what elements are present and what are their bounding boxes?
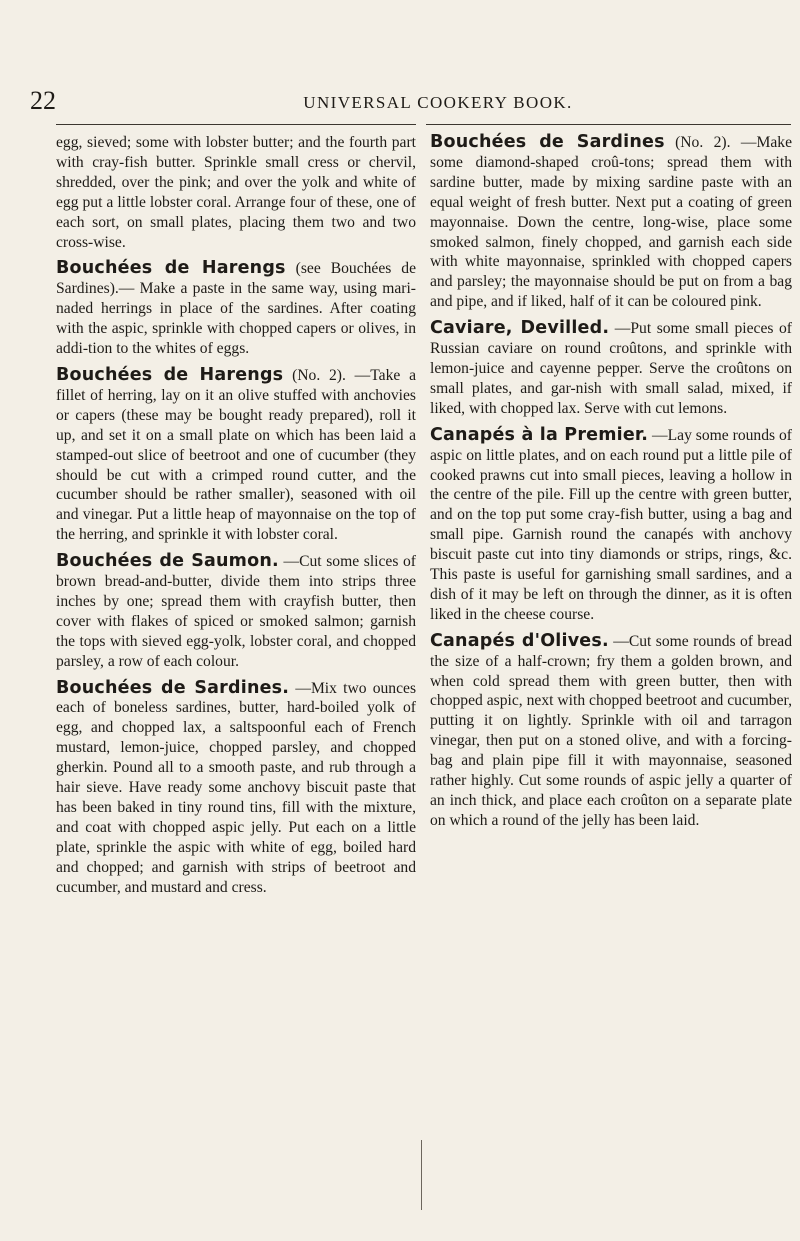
- recipe-heading: Bouchées de Saumon.: [56, 551, 279, 572]
- recipe-entry: [56, 552, 416, 671]
- page-number: 22: [30, 86, 56, 115]
- recipe-heading: Bouchées de Harengs: [56, 364, 284, 385]
- recipe-text: —Cut some rounds of bread the size of a half-crown; fry them a golden brown, and when cold spread them with green butter, then with chopped aspic, next with chopped beetroot and cucumber, putting it on lightly. Sprinkle with oil and tarragon vinegar, then put on a stoned olive, and with a forcing-bag and plain pipe fill it with mayonnaise, seasoned rather highly. Cut some rounds of aspic jelly a quarter of an inch thick, and place each croûton on a separate plate on which a round of the jelly has been laid.: [430, 632, 793, 829]
- column-divider: [421, 1140, 422, 1210]
- recipe-heading: Bouchées de Harengs: [56, 258, 286, 279]
- right-column: [430, 133, 792, 838]
- recipe-entry: [430, 319, 792, 419]
- left-column: [56, 133, 416, 905]
- recipe-text: —Put some small pieces of Russian caviare on round croûtons, and sprinkle with lemon-juice and cayenne pepper. Serve the croûtons on small plates, and gar-nish with small salad, mixed, if liked, with chopped lax. Serve with cut lemons.: [430, 320, 792, 417]
- recipe-text: —Mix two ounces each of boneless sardines, butter, hard-boiled yolk of egg, and chopped lax, a saltspoonful each of French mustard, lemon-juice, chopped parsley, and chopped gherkin. Pound all to a smooth paste, and rub through a hair sieve. Have ready some anchovy biscuit paste that has been baked in tiny round tins, fill with the mixture, and coat with chopped aspic jelly. Put each on a little plate, sprinkle the aspic with white of egg, boiled hard and chopped; and garnish with strips of beetroot and cucumber, and mustard and cress.: [56, 679, 417, 896]
- recipe-heading: Bouchées de Sardines.: [56, 677, 290, 698]
- recipe-heading: Canapés d'Olives.: [430, 630, 609, 651]
- recipe-heading: Caviare, Devilled.: [430, 318, 610, 339]
- recipe-text: —Lay some rounds of aspic on little plates, and on each round put a little pile of cooked prawns cut into small pieces, leaving a hollow in the centre of the pile. Fill up the centre with green butter, and on the top put some cray-fish butter, using a bag and small pipe. Garnish round the canapés with anchovy biscuit paste cut into tiny diamonds or strips, rings, &c. This paste is useful for garnishing small sardines, and a dish of it may be left on through the dinner, as it is often liked in the cheese course.: [430, 426, 792, 623]
- header-rule-left: [56, 124, 416, 125]
- recipe-text: (No. 2). —Take a fillet of herring, lay on it an olive stuffed with anchovies or capers (these may be bought ready prepared), roll it up, and set it on a small plate on which has been laid a stamped-out slice of beetroot and one of cucumber (they should be cut with a crimped round cutter, and the cucumber should be rather smaller), seasoned with oil and vinegar. Put a little heap of mayonnaise on the top of the herring, and sprinkle it with lobster coral.: [56, 366, 417, 544]
- recipe-entry: [430, 632, 792, 831]
- recipe-heading: Canapés à la Premier.: [430, 424, 649, 445]
- header-rule-right: [426, 124, 791, 125]
- continuation-paragraph: egg, sieved; some with lobster butter; and the fourth part with cray-fish butter. Sprinkle small cress or chervil, shredded, over the pink; and over the yolk and white of egg put a little lobster coral. Arrange four of these, one of each sort, on small plates, placing them two and two cross-wise.: [56, 134, 416, 251]
- recipe-text: (No. 2). —Make some diamond-shaped croû-tons; spread them with sardine butter, made by mixing sardine paste with an equal weight of fresh butter. Next put a coating of green mayonnaise. Down the centre, long-wise, place some smoked salmon, finely chopped, and garnish each side with white mayonnaise, sprinkled with chopped capers and parsley; the mayonnaise should be put on from a bag and pipe, and if liked, half of it can be coloured pink.: [430, 134, 792, 311]
- recipe-entry: [430, 426, 792, 625]
- running-head: [0, 86, 800, 116]
- recipe-entry: [56, 679, 416, 898]
- recipe-entry: [56, 366, 416, 545]
- recipe-entry: [56, 259, 416, 359]
- recipe-heading: Bouchées de Sardines: [430, 132, 665, 152]
- recipe-text: (see Bouchées de Sardines).— Make a paste in the same way, using mari-naded herrings in place of the sardines. After coating with the aspic, sprinkle with chopped capers or olives, in addi-tion to the whites of eggs.: [56, 260, 417, 358]
- book-title: UNIVERSAL COOKERY BOOK.: [303, 93, 573, 112]
- recipe-entry: [430, 133, 792, 312]
- recipe-text: —Cut some slices of brown bread-and-butter, divide them into strips three inches by one; spread them with crayfish butter, then cover with flakes of spiced or smoked salmon; garnish the tops with sieved egg-yolk, lobster coral, and chopped parsley, a row of each colour.: [56, 553, 416, 670]
